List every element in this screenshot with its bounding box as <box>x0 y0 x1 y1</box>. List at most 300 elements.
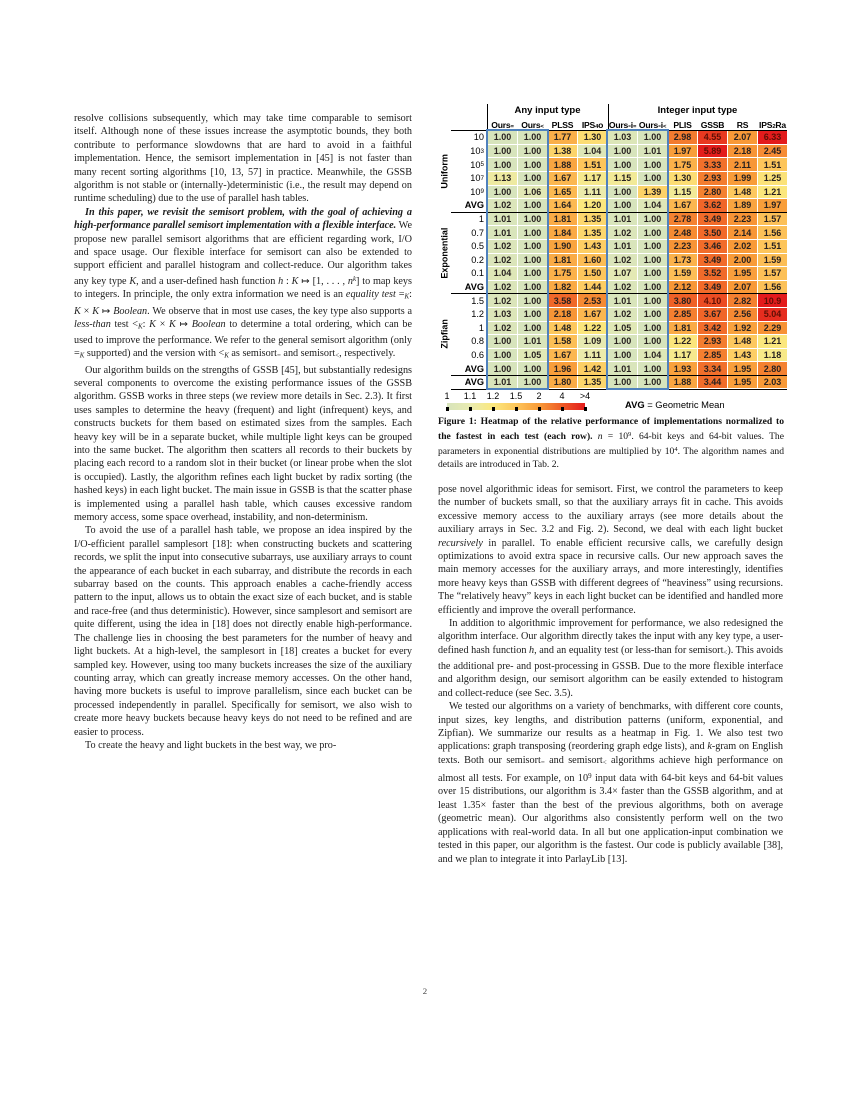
heatmap-cell: 1.00 <box>518 267 547 280</box>
heatmap-cell: 3.44 <box>698 376 727 389</box>
heatmap-cell: 1.00 <box>518 158 547 171</box>
heatmap-cell: 1.93 <box>668 362 697 375</box>
styled-text: < <box>335 353 340 361</box>
paragraph: To avoid the use of a parallel hash table, we propose an idea inspired by the I/O-efficient parallel samplesort [18]: when constructing buckets and scattering records, we split the input into consecutive subarrays, use auxiliary arrays to count the appearance of each bucket in each subarray, and distribute the records in each subarray based on the counts. This approach enables a cache-friendly access pattern to the input, allows us to obtain the exact size of each bucket, and is stable and race-free (and thus deterministic). However, since samplesort and semisort are quite different, using the idea in [18] does not directly enable high-performance. The challenge lies in choosing the best parameters for the number of heavy and light buckets. At a high-level, the samplesort in [18] creates a bucket for every sampled key. However, using too many buckets increases the size of the auxiliary counting array, which can greatly increase memory accesses. On the other hand, having more buckets is useful to improve parallelism, since each bucket can be processed independently in parallel. Specifically for semisort, we also wish to create more heavy buckets because heavy keys do not need to be refined and are easier to process. <box>74 525 412 738</box>
heatmap-cell: 1.03 <box>488 308 517 321</box>
styled-text: K <box>138 323 143 331</box>
heatmap-cell: 5.04 <box>758 308 787 321</box>
heatmap-cell: 1.01 <box>488 226 517 239</box>
row-group-label: Exponential <box>439 227 450 279</box>
heatmap-cell: 1.15 <box>608 172 637 185</box>
styled-text: 3 <box>480 147 484 155</box>
heatmap-cell: 2.93 <box>698 335 727 348</box>
styled-text: 7 <box>480 174 484 182</box>
heatmap-cell: 1.60 <box>578 254 607 267</box>
heatmap-cell: 1.21 <box>758 186 787 199</box>
heatmap-cell: 1.25 <box>758 172 787 185</box>
column-header: PLIS <box>673 120 692 131</box>
heatmap-cell: 1.00 <box>518 199 547 212</box>
styled-text: K <box>224 353 229 361</box>
heatmap-cell: 1.97 <box>758 199 787 212</box>
heatmap-cell: 2.56 <box>728 308 757 321</box>
heatmap-cell: 2.48 <box>668 226 697 239</box>
heatmap-cell: 2.85 <box>668 308 697 321</box>
heatmap-cell: 1.02 <box>608 308 637 321</box>
figure-1-heatmap <box>437 104 787 420</box>
heatmap-cell: 1.00 <box>518 240 547 253</box>
styled-text: recursively <box>438 537 483 549</box>
styled-text: 4 <box>674 446 678 454</box>
heatmap-cell: 1.02 <box>608 226 637 239</box>
right-column <box>438 483 783 866</box>
heatmap-cell: 1.00 <box>638 213 667 226</box>
heatmap-cell: 1.73 <box>668 254 697 267</box>
heatmap-cell: 1.07 <box>608 267 637 280</box>
row-label: 10 9 <box>470 186 484 197</box>
styled-text: Figure 1: Heatmap of the relative performance of implementations normalized to the fastest in each test (each row). <box>438 416 784 443</box>
heatmap-cell: 1.11 <box>578 349 607 362</box>
column-header: GSSB <box>700 120 725 131</box>
styled-text: K <box>291 275 299 287</box>
column-header: Ours-i = <box>608 120 637 131</box>
heatmap-cell: 1.00 <box>608 199 637 212</box>
paragraph: To create the heavy and light buckets in the best way, we pro- <box>85 739 337 751</box>
paragraph: In addition to algorithmic improvement for performance, we also redesigned the algorithm interface. Our algorithm directly takes the input with any key type, a user-defined hash function h, and an equality test (or less-than for semisort<). This avoids the additional pre- and post-processing in GSSB. Due to the more flexible interface and algorithm design, our semisort algorithm can be easily extended to histogram and collect-reduce (see Sec. 3.5). <box>438 618 784 699</box>
heatmap-cell: 2.07 <box>728 131 757 144</box>
heatmap-cell: 3.34 <box>698 362 727 375</box>
heatmap-cell: 1.01 <box>518 335 547 348</box>
heatmap-cell: 1.90 <box>548 240 577 253</box>
heatmap-cell: 1.00 <box>518 362 547 375</box>
heatmap-cell: 1.01 <box>608 213 637 226</box>
heatmap-cell: 1.00 <box>518 145 547 158</box>
heatmap-cell: 4.10 <box>698 294 727 307</box>
heatmap-cell: 1.01 <box>638 145 667 158</box>
heatmap-cell: 2.78 <box>668 213 697 226</box>
heatmap-cell: 1.13 <box>488 172 517 185</box>
heatmap-cell: 3.42 <box>698 322 727 335</box>
heatmap-cell: 2.18 <box>548 308 577 321</box>
legend-tick-label: 1.2 <box>486 391 500 401</box>
heatmap-cell: 1.05 <box>608 322 637 335</box>
legend-tick-label: 1.5 <box>509 391 523 401</box>
paragraph: Our algorithm builds on the strengths of GSSB [45], but substantially redesigns several components to overcome the existing performance issues of the GSSB algorithm. GSSB works in three steps (we review more details in Sec. 2.3). It first uses samples to determine the heavy (frequent) and light (infrequent) keys, and constructs buckets for them based on estimated sizes from the samples. Each heavy key will be in a separate bucket, while multiple light keys can be grouped into the same bucket. The algorithm then scatters all records to their buckets by placing each record to a random slot in their bucket (or linear probe when the slot is occupied). Lastly, the algorithm refines each light bucket by radix sorting (the hashed keys) in each light bucket. The main issue in GSSB is that the scatter phase is implemented using a parallel hash table, which causes excessive random memory access, some space overhead, instability, and non-determinism. <box>74 364 412 524</box>
heatmap-cell: 1.00 <box>638 158 667 171</box>
heatmap-cell: 1.56 <box>758 281 787 294</box>
heatmap-cell: 1.67 <box>668 199 697 212</box>
heatmap-cell: 1.00 <box>638 254 667 267</box>
heatmap-cell: 1.35 <box>578 213 607 226</box>
heatmap-cell: 2.45 <box>758 145 787 158</box>
styled-text: K <box>79 353 85 361</box>
heatmap-cell: 1.21 <box>758 335 787 348</box>
styled-text: Boolean <box>113 305 148 317</box>
heatmap-cell: 1.67 <box>548 172 577 185</box>
heatmap-cell: 1.00 <box>608 335 637 348</box>
heatmap-cell: 1.81 <box>548 254 577 267</box>
heatmap-cell: 1.11 <box>578 186 607 199</box>
heatmap-cell: 1.00 <box>638 267 667 280</box>
legend-tick-mark <box>561 407 564 411</box>
heatmap-cell: 1.22 <box>578 322 607 335</box>
heatmap-cell: 1.80 <box>548 376 577 389</box>
heatmap-cell: 1.00 <box>518 281 547 294</box>
legend-tick-label: 4 <box>559 391 565 401</box>
heatmap-cell: 1.05 <box>518 349 547 362</box>
styled-text: 9 <box>588 772 592 780</box>
styled-text: less-than <box>74 318 111 330</box>
heatmap-cell: 1.04 <box>638 199 667 212</box>
styled-text: In this paper, we revisit the semisort problem, with the goal of achieving a high-performance parallel semisort implementation with a flexible interface. <box>74 206 412 232</box>
heatmap-cell: 1.00 <box>638 172 667 185</box>
heatmap-cell: 1.81 <box>548 213 577 226</box>
heatmap-cell: 2.93 <box>698 172 727 185</box>
heatmap-cell: 1.00 <box>638 376 667 389</box>
heatmap-cell: 1.00 <box>638 362 667 375</box>
heatmap-cell: 1.04 <box>578 145 607 158</box>
heatmap-cell: 1.35 <box>578 376 607 389</box>
heatmap-cell: 3.62 <box>698 199 727 212</box>
styled-text: = <box>632 124 637 131</box>
styled-text: 2 <box>772 124 776 131</box>
styled-text: 9 <box>480 188 484 196</box>
heatmap-cell: 1.02 <box>488 199 517 212</box>
heatmap-cell: 1.67 <box>548 349 577 362</box>
legend-tick-mark <box>538 407 541 411</box>
paragraph: We tested our algorithms on a variety of benchmarks, with different core counts, input sizes, key lengths, and distribution patterns (uniform, exponential, and Zipfian). We summarize our results as a heatmap in Fig. 1. We also test two applications: graph transposing (reordering graph edge lists), and k-gram on English texts. Both our semisort= and semisort< algorithms achieve high performance on almost all tests. For example, on $10^9$ input data with 64-bit keys and 64-bit values over 15 distributions, our algorithm is 3.4× faster than the GSSB algorithm, and at least 1.35× faster than the best of the previous algorithms, both on average (geometric mean). Our algorithms also consistently perform well on the two applications with real-world data. In all but one application-input combination we tested in this paper, our algorithm is the fastest. Our code is publicly available [38], and we plan to integrate it into ParlayLib [13]. <box>438 701 784 865</box>
row-label: AVG <box>464 363 484 374</box>
styled-text: h <box>278 275 284 287</box>
heatmap-cell: 1.96 <box>548 362 577 375</box>
heatmap-cell: 1.20 <box>578 199 607 212</box>
styled-text: k <box>352 275 357 283</box>
styled-text: 4 <box>595 124 599 131</box>
heatmap-cell: 10.9 <box>758 294 787 307</box>
heatmap-cell: 2.85 <box>698 349 727 362</box>
row-label: AVG <box>464 377 484 388</box>
heatmap-cell: 1.03 <box>608 131 637 144</box>
heatmap-cell: 1.39 <box>638 186 667 199</box>
styled-text: n <box>597 431 603 443</box>
heatmap-cell: 1.00 <box>488 186 517 199</box>
heatmap-cell: 1.02 <box>488 322 517 335</box>
row-label: 1 <box>478 322 484 333</box>
heatmap-cell: 1.64 <box>548 199 577 212</box>
legend-tick-label: 1.1 <box>463 391 477 401</box>
column-header: Ours = <box>491 120 514 131</box>
heatmap-cell: 1.00 <box>638 281 667 294</box>
column-group-header: Integer input type <box>657 104 738 116</box>
divider-line <box>451 130 787 131</box>
heatmap-cell: 1.89 <box>728 199 757 212</box>
heatmap-cell: 1.02 <box>488 254 517 267</box>
heatmap-cell: 1.48 <box>728 186 757 199</box>
styled-text: = <box>276 353 281 361</box>
heatmap-cell: 1.09 <box>578 335 607 348</box>
heatmap-cell: 3.49 <box>698 213 727 226</box>
styled-text: = <box>540 759 545 767</box>
heatmap-cell: 1.95 <box>728 362 757 375</box>
heatmap-cell: 1.38 <box>548 145 577 158</box>
row-label: 10 3 <box>470 146 484 157</box>
row-label: 0.5 <box>471 241 484 252</box>
heatmap-cell: 1.00 <box>518 254 547 267</box>
heatmap-cell: 1.00 <box>638 294 667 307</box>
paragraph: pose novel algorithmic ideas for semisort. First, we control the parameters to keep the number of buckets small, so that the auxiliary arrays fit in cache. This avoids excessive memory access to the auxiliary arrays (see more details about the auxiliary arrays in Sec. 3.2 and Fig. 2). Second, we deal with each light bucket recursively in parallel. To enable efficient recursive calls, we carefully design optimizations to avoid extra space in recursive calls. Our new approach saves the main memory accesses for the auxiliary arrays, and more interestingly, identifies more heavy keys than GSSB with different degrees of “heaviness” using recursions. The “relatively heavy” keys in each light bucket can be identified and handled more efficiently and improve the overall performance. <box>438 484 783 616</box>
legend-tick-mark <box>469 407 472 411</box>
heatmap-cell: 1.00 <box>608 349 637 362</box>
heatmap-cell: 1.57 <box>758 213 787 226</box>
heatmap-cell: 2.82 <box>728 294 757 307</box>
heatmap-cell: 1.17 <box>578 172 607 185</box>
heatmap-cell: 2.98 <box>668 131 697 144</box>
heatmap-cell: 1.30 <box>668 172 697 185</box>
heatmap-cell: 1.82 <box>548 281 577 294</box>
styled-text: n <box>347 275 353 287</box>
row-label: 0.6 <box>471 349 484 360</box>
heatmap-cell: 1.00 <box>518 294 547 307</box>
column-header: PLSS <box>551 120 574 131</box>
heatmap-cell: 1.65 <box>548 186 577 199</box>
heatmap-cell: 1.00 <box>608 158 637 171</box>
heatmap-cell: 1.00 <box>608 376 637 389</box>
row-label: 1 <box>478 214 484 225</box>
page-number: 2 <box>422 986 428 996</box>
heatmap-cell: 1.43 <box>728 349 757 362</box>
heatmap-cell: 1.58 <box>548 335 577 348</box>
heatmap-cell: 1.02 <box>488 281 517 294</box>
divider-line <box>608 104 609 130</box>
styled-text: K <box>74 305 81 317</box>
row-label: 0.7 <box>471 227 484 238</box>
spacer <box>452 118 487 131</box>
heatmap-cell: 1.00 <box>488 349 517 362</box>
heatmap-cell: 1.88 <box>548 158 577 171</box>
legend-tick-mark <box>492 407 495 411</box>
heatmap-cell: 2.23 <box>668 240 697 253</box>
heatmap-cell: 1.59 <box>758 254 787 267</box>
heatmap-cell: 1.02 <box>608 281 637 294</box>
heatmap-cell: 1.00 <box>608 186 637 199</box>
spacer <box>452 104 487 117</box>
heatmap-cell: 1.95 <box>728 376 757 389</box>
legend-tick-mark <box>446 407 449 411</box>
heatmap-cell: 1.00 <box>518 226 547 239</box>
divider-line <box>451 389 787 390</box>
row-label: 1.5 <box>471 295 484 306</box>
heatmap-cell: 6.33 <box>758 131 787 144</box>
heatmap-cell: 1.15 <box>668 186 697 199</box>
heatmap-cell: 1.01 <box>608 294 637 307</box>
heatmap-cell: 2.80 <box>698 186 727 199</box>
heatmap-cell: 1.67 <box>578 308 607 321</box>
heatmap-cell: 1.42 <box>578 362 607 375</box>
heatmap-cell: 3.52 <box>698 267 727 280</box>
styled-text: < <box>540 124 544 131</box>
styled-text: K <box>129 275 137 287</box>
row-label: 0.2 <box>471 254 484 265</box>
heatmap-cell: 1.88 <box>668 376 697 389</box>
paragraph: In this paper, we revisit the semisort problem, with the goal of achieving a high-performance parallel semisort implementation with a flexible interface. We propose new parallel semisort algorithms that are efficient regarding work, I/O and space usage. Our flexible interface for semisort can also be extended to support efficient and parallel histogram and collect-reduce. Our algorithm takes any key type K, and a user-defined hash function h : K ↦ [1, . . . , $n^k$] to map keys to integers. In principle, the only extra information we need is an equality test =K: K × K ↦ Boolean. We observe that in most use cases, the key type also supports a less-than test <K: K × K ↦ Boolean to determine a total ordering, which can be used to improve the performance. We refer to the general semisort algorithm (only =K supported) and the version with <K as semisort= and semisort<, respectively. <box>74 206 413 361</box>
heatmap-cell: 1.43 <box>578 240 607 253</box>
heatmap-cell: 1.00 <box>638 335 667 348</box>
heatmap-cell: 1.50 <box>578 267 607 280</box>
row-label: 0.1 <box>471 268 484 279</box>
heatmap-cell: 1.95 <box>728 267 757 280</box>
heatmap-cell: 1.99 <box>728 172 757 185</box>
legend-tick-label: >4 <box>579 391 591 401</box>
heatmap-cell: 1.06 <box>518 186 547 199</box>
styled-text: K <box>404 294 410 302</box>
heatmap-cell: 1.35 <box>578 226 607 239</box>
heatmap-cell: 3.33 <box>698 158 727 171</box>
heatmap-cell: 1.77 <box>548 131 577 144</box>
heatmap-cell: 3.50 <box>698 226 727 239</box>
heatmap-cell: 1.01 <box>608 362 637 375</box>
heatmap-cell: 2.18 <box>728 145 757 158</box>
paragraph: resolve collisions subsequently, which may take time comparable to semisort itself. Although none of these issues increase the asymptotic bounds, they both contribute to performance slowdowns that are hard to avoid in a faithful implementation. Hence, the semisort implementation in [45] is not faster than many recent sorting algorithms [10, 13, 57] in practice. Meanwhile, the GSSB algorithm is not stable or (internally-)deterministic (i.e., the result may depend on runtime scheduling) due to the use of parallel hash tables. <box>74 113 412 205</box>
row-group-label: Zipfian <box>439 319 450 350</box>
heatmap-cell: 1.97 <box>668 145 697 158</box>
row-label: 1.2 <box>471 309 484 320</box>
heatmap-cell: 2.03 <box>758 376 787 389</box>
column-header: IPS 4 o <box>581 120 604 131</box>
heatmap-cell: 1.56 <box>758 226 787 239</box>
heatmap-cell: 1.00 <box>518 308 547 321</box>
legend-tick-label: 1 <box>444 391 450 401</box>
heatmap-cell: 2.53 <box>578 294 607 307</box>
heatmap-cell: 2.12 <box>668 281 697 294</box>
heatmap-cell: 1.00 <box>608 145 637 158</box>
heatmap-cell: 1.57 <box>758 267 787 280</box>
divider-line <box>451 293 787 294</box>
styled-text: AVG <box>625 399 645 410</box>
styled-text: = <box>510 124 514 131</box>
heatmap-cell: 2.23 <box>728 213 757 226</box>
heatmap-cell: 1.00 <box>638 240 667 253</box>
column-header: Ours < <box>521 120 544 131</box>
heatmap-cell: 1.17 <box>668 349 697 362</box>
styled-text: 5 <box>480 161 484 169</box>
column-group-header: Any input type <box>514 104 581 116</box>
heatmap-cell: 1.00 <box>488 158 517 171</box>
heatmap-cell: 2.80 <box>758 362 787 375</box>
heatmap-cell: 1.51 <box>758 240 787 253</box>
styled-text: < <box>723 649 728 657</box>
heatmap-cell: 1.00 <box>518 131 547 144</box>
heatmap-cell: 2.11 <box>728 158 757 171</box>
heatmap-cell: 3.67 <box>698 308 727 321</box>
row-label: 0.8 <box>471 336 484 347</box>
divider-line <box>451 212 787 213</box>
heatmap-cell: 1.02 <box>488 294 517 307</box>
heatmap-cell: 2.07 <box>728 281 757 294</box>
heatmap-cell: 1.00 <box>488 362 517 375</box>
legend-tick-label: 2 <box>536 391 542 401</box>
heatmap-cell: 1.18 <box>758 349 787 362</box>
divider-line <box>451 375 787 376</box>
heatmap-cell: 1.00 <box>518 322 547 335</box>
heatmap-cell: 1.00 <box>518 376 547 389</box>
heatmap-cell: 3.46 <box>698 240 727 253</box>
heatmap-cell: 2.29 <box>758 322 787 335</box>
row-label: AVG <box>464 282 484 293</box>
heatmap-cell: 1.48 <box>728 335 757 348</box>
heatmap-cell: 2.02 <box>728 240 757 253</box>
heatmap-cell: 1.04 <box>488 267 517 280</box>
heatmap-cell: 1.02 <box>488 240 517 253</box>
heatmap-cell: 5.89 <box>698 145 727 158</box>
heatmap-cell: 3.58 <box>548 294 577 307</box>
heatmap-cell: 1.00 <box>638 308 667 321</box>
heatmap-cell: 1.00 <box>488 131 517 144</box>
legend-tick-mark <box>584 407 587 411</box>
styled-text: h <box>529 644 535 656</box>
heatmap-cell: 1.92 <box>728 322 757 335</box>
heatmap-legend <box>437 391 787 417</box>
row-label: AVG <box>464 200 484 211</box>
styled-text: < <box>662 124 667 131</box>
heatmap-cell: 1.75 <box>668 158 697 171</box>
column-header: IPS 2 Ra <box>759 120 786 131</box>
divider-line <box>487 104 488 389</box>
heatmap-grid <box>452 104 787 388</box>
heatmap-cell: 1.75 <box>548 267 577 280</box>
styled-text: 9 <box>628 431 632 439</box>
heatmap-cell: 1.00 <box>638 322 667 335</box>
styled-text: equality test <box>345 289 396 301</box>
figure-caption: Figure 1: Heatmap of the relative performance of implementations normalized to the fastest in each test (each row). $n = 10^9$. 64-bit keys and 64-bit values. The parameters in exponential distributions are multiplied by $10^4$. The algorithm names and details are introduced in Tab. 2. <box>438 416 784 471</box>
column-header: RS <box>736 120 749 131</box>
styled-text: Boolean <box>191 318 226 330</box>
heatmap-cell: 1.01 <box>488 213 517 226</box>
heatmap-cell: 1.00 <box>638 131 667 144</box>
styled-text: k <box>707 741 712 753</box>
styled-text: K <box>149 318 156 330</box>
heatmap-cell: 1.01 <box>488 376 517 389</box>
row-label: 10 7 <box>470 173 484 184</box>
heatmap-cell: 2.00 <box>728 254 757 267</box>
heatmap-cell: 4.55 <box>698 131 727 144</box>
heatmap-cell: 1.48 <box>548 322 577 335</box>
heatmap-cell: 1.59 <box>668 267 697 280</box>
legend-tick-mark <box>515 407 518 411</box>
heatmap-cell: 1.01 <box>608 240 637 253</box>
heatmap-cell: 1.30 <box>578 131 607 144</box>
legend-note: AVG = Geometric Mean <box>625 399 725 410</box>
heatmap-cell: 1.00 <box>518 172 547 185</box>
heatmap-cell: 1.00 <box>518 213 547 226</box>
heatmap-cell: 1.51 <box>578 158 607 171</box>
heatmap-cell: 1.81 <box>668 322 697 335</box>
heatmap-cell: 1.51 <box>758 158 787 171</box>
heatmap-cell: 3.49 <box>698 254 727 267</box>
heatmap-cell: 1.84 <box>548 226 577 239</box>
column-header: Ours-i < <box>638 120 667 131</box>
row-group-label: Uniform <box>439 154 450 189</box>
row-label: 10 5 <box>470 159 484 170</box>
heatmap-cell: 1.02 <box>608 254 637 267</box>
heatmap-cell: 1.44 <box>578 281 607 294</box>
heatmap-cell: 2.14 <box>728 226 757 239</box>
heatmap-cell: 3.49 <box>698 281 727 294</box>
heatmap-cell: 1.04 <box>638 349 667 362</box>
styled-text: K <box>92 305 99 317</box>
left-column <box>74 112 412 752</box>
heatmap-cell: 1.00 <box>488 145 517 158</box>
heatmap-cell: 1.00 <box>488 335 517 348</box>
heatmap-cell: 3.80 <box>668 294 697 307</box>
